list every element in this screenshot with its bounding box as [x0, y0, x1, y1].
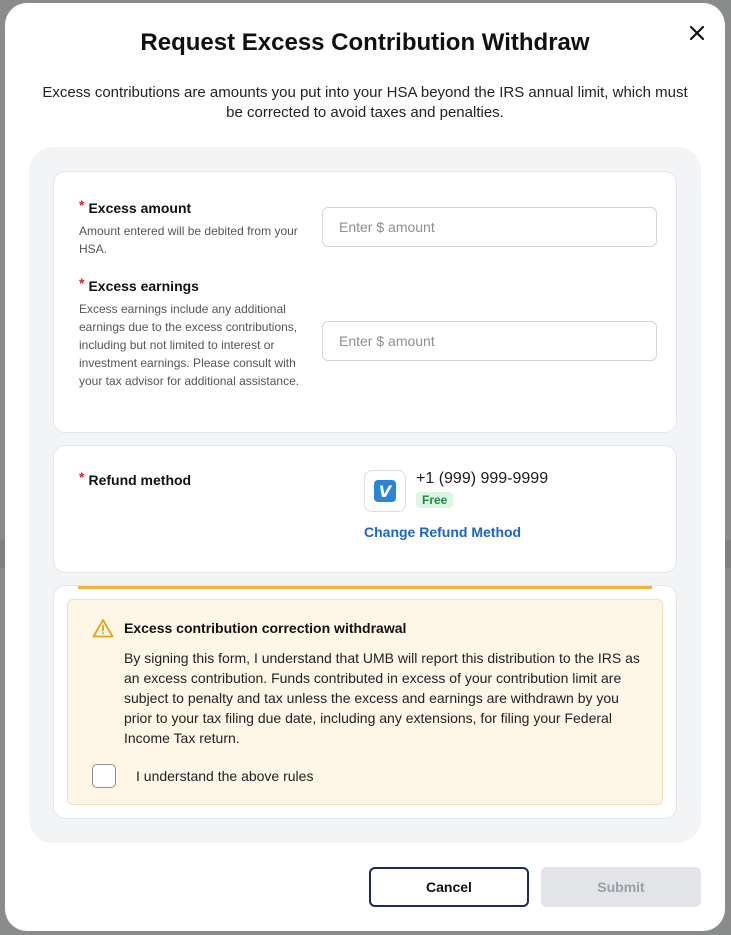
- required-marker: *: [79, 469, 85, 485]
- warning-card: [53, 585, 677, 819]
- form-panel: [29, 147, 701, 843]
- excess-earnings-label-text: Excess earnings: [88, 278, 199, 294]
- warning-title: Excess contribution correction withdrawal: [124, 620, 407, 636]
- warning-accent-bar: [78, 586, 652, 589]
- refund-method-label: [79, 469, 192, 488]
- venmo-logo: V: [374, 480, 396, 502]
- required-marker: *: [79, 197, 85, 213]
- required-marker: *: [79, 275, 85, 291]
- venmo-icon: [364, 470, 406, 512]
- modal-title: Request Excess Contribution Withdraw: [140, 29, 590, 56]
- warning-box: [67, 599, 663, 805]
- free-badge: Free: [416, 492, 453, 508]
- submit-button[interactable]: Submit: [541, 867, 701, 907]
- refund-method-label-text: Refund method: [88, 472, 192, 488]
- refund-phone: +1 (999) 999-9999: [416, 470, 549, 487]
- excess-earnings-input[interactable]: [322, 321, 657, 361]
- excess-amount-help: Amount entered will be debited from your HSA.: [79, 224, 298, 256]
- understand-checkbox[interactable]: [92, 764, 116, 788]
- change-refund-method-link[interactable]: Change Refund Method: [364, 524, 522, 540]
- excess-amount-label-text: Excess amount: [88, 200, 192, 216]
- modal-intro: Excess contributions are amounts you put into your HSA beyond the IRS annual limit, which must be corrected to avoid taxes and penalties.: [42, 84, 688, 121]
- refund-method-card: [53, 445, 677, 573]
- excess-amount-input[interactable]: [322, 207, 657, 247]
- warning-text: By signing this form, I understand that UMB will report this distribution to the IRS as an excess contribution. Funds contributed in excess of your contribution limit are subject to penalty and tax unless the excess and earnings are withdrawn by you prior to your tax filing due date, including any extensions, for filing your Federal Income Tax return.: [124, 650, 640, 746]
- excess-contribution-modal: [5, 3, 725, 931]
- cancel-button[interactable]: Cancel: [369, 867, 529, 907]
- understand-checkbox-label[interactable]: I understand the above rules: [136, 768, 314, 784]
- excess-amount-label: [79, 197, 192, 216]
- excess-earnings-label: [79, 275, 199, 294]
- excess-earnings-help: Excess earnings include any additional earnings due to the excess contributions, including but not limited to interest or investment earnings. Please consult with your tax advisor for additional assistance.: [79, 302, 300, 388]
- warning-icon: [92, 618, 114, 638]
- amounts-card: [53, 171, 677, 433]
